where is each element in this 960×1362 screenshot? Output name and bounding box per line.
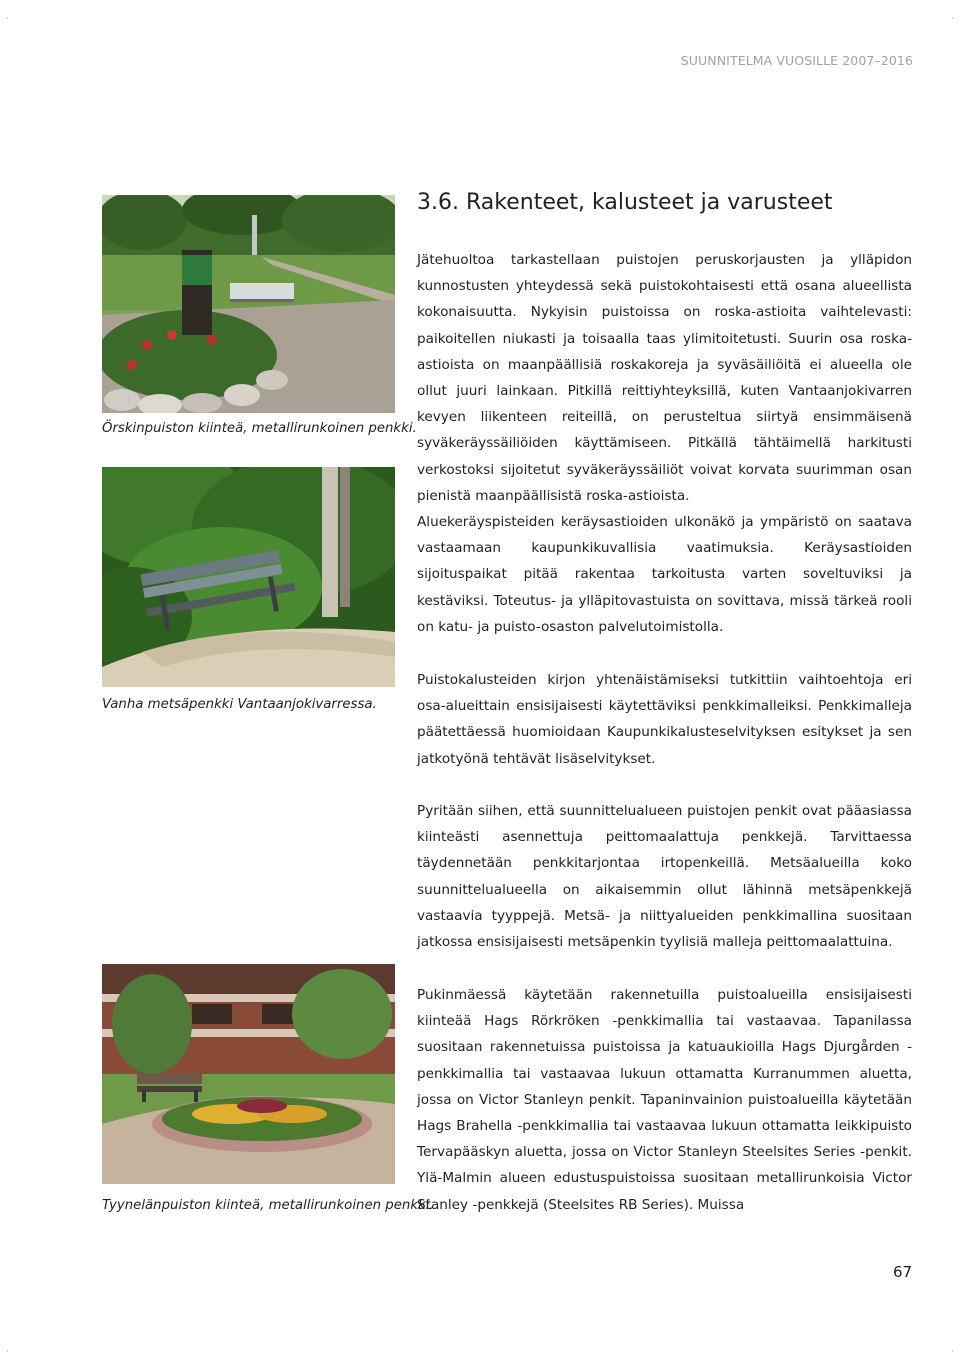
paragraph-waste-management: Jätehuoltoa tarkastellaan puistojen peruskorjausten ja ylläpidon kunnostusten yhteydessä sekä puistokohtaisesti että osana alueellista kokonaisuutta. Nykyisin puistoissa on roska-astioita vaihtelevasti: paikoitellen niukasti ja toisaalla taas ylimitoitetusti. Suurin osa roska-astioista on maanpäällisiä roskakoreja ja syväsäiliöitä ei alueella ole ollut juuri lainkaan. Pitkillä reittiyhteyksillä, kuten Vantaanjokivarren kevyen liikenteen reiteillä, on perusteltua siirtyä ensimmäisenä syväkeräyssäiliöiden käyttämiseen. Pitkällä tähtäimellä harkitusti verkostoksi sijoitetut syväkeräyssäiliöt voivat korvata suurimman osan pienistä maanpäällisistä roska-astioista. — [417, 252, 912, 504]
section-title: 3.6. Rakenteet, kalusteet ja varusteet — [417, 190, 833, 215]
crop-mark: · — [6, 1347, 9, 1356]
paragraph-collection-points: Aluekeräyspisteiden keräysastioiden ulkonäkö ja ympäristö on saatava vastaamaan kaupunkikuvallisia vaatimuksia. Keräysastioiden sijoituspaikat pitää rakentaa tarkoitusta varten soveltuviksi ja kestäviksi. Toteutus- ja ylläpitovastuista on sovittava, missä tärkeä rooli on katu- ja puisto-osaston palvelutoimistolla. — [417, 514, 912, 635]
photo-vantaanjokivarsi — [102, 467, 395, 687]
caption-vantaanjokivarsi: Vanha metsäpenkki Vantaanjokivarressa. — [102, 697, 377, 712]
running-header: SUUNNITELMA VUOSILLE 2007–2016 — [680, 53, 913, 68]
page-number: 67 — [893, 1263, 913, 1281]
photo-tyynelanpuisto — [102, 964, 395, 1184]
crop-mark: · — [951, 1347, 954, 1356]
crop-mark: · — [951, 14, 954, 23]
photo-orskinpuisto — [102, 195, 395, 413]
paragraph-bench-policy: Pyritään siihen, että suunnittelualueen puistojen penkit ovat pääasiassa kiinteästi asennettuja peittomaalattuja penkkejä. Tarvittaessa täydennetään penkkitarjontaa irtopenkeillä. Metsäalueilla koko suunnittelualueella on aikaisemmin ollut lähinnä metsäpenkkejä vastaavia tyyppejä. Metsä- ja niittyalueiden penkkimallina suositaan jatkossa ensisijaisesti metsäpenkin tyylisiä malleja peittomaalattuina. — [417, 803, 912, 951]
crop-mark: · — [6, 14, 9, 23]
caption-tyynelanpuisto: Tyynelänpuiston kiinteä, metallirunkoinen penkki. — [102, 1198, 434, 1213]
paragraph-bench-models: Puistokalusteiden kirjon yhtenäistämiseksi tutkittiin vaihtoehtoja eri osa-alueittain ensisijaisesti käytettäviksi penkkimalleiksi. Penkkimalleja päätettäessä huomioidaan Kaupunkikalusteselvityksen esitykset ja sen jatkotyönä tehtävät lisäselvitykset. — [417, 672, 912, 767]
body-text-column — [417, 0, 912, 1362]
paragraph-area-benches: Pukinmäessä käytetään rakennetuilla puistoalueilla ensisijaisesti kiinteää Hags Rörkröken -penkkimallia tai vastaavaa. Tapanilassa suositaan rakennetuissa puistoissa ja katuaukioilla Hags Djurgården -penkkimallia tai vastaavaa lukuun ottamatta Kurranummen aluetta, jossa on Victor Stanleyn penkit. Tapaninvainion puistoalueilla käytetään Hags Brahella -penkkimallia tai vastaavaa lukuun ottamatta leikkipuisto Tervapääskyn aluetta, jossa on Victor Stanleyn Steelsites Series -penkit. Ylä-Malmin alueen edustuspuistoissa suositaan metallirunkoisia Victor Stanley -penkkejä (Steelsites RB Series). Muissa — [417, 987, 912, 1213]
caption-orskinpuisto: Örskinpuiston kiinteä, metallirunkoinen penkki. — [102, 421, 417, 436]
